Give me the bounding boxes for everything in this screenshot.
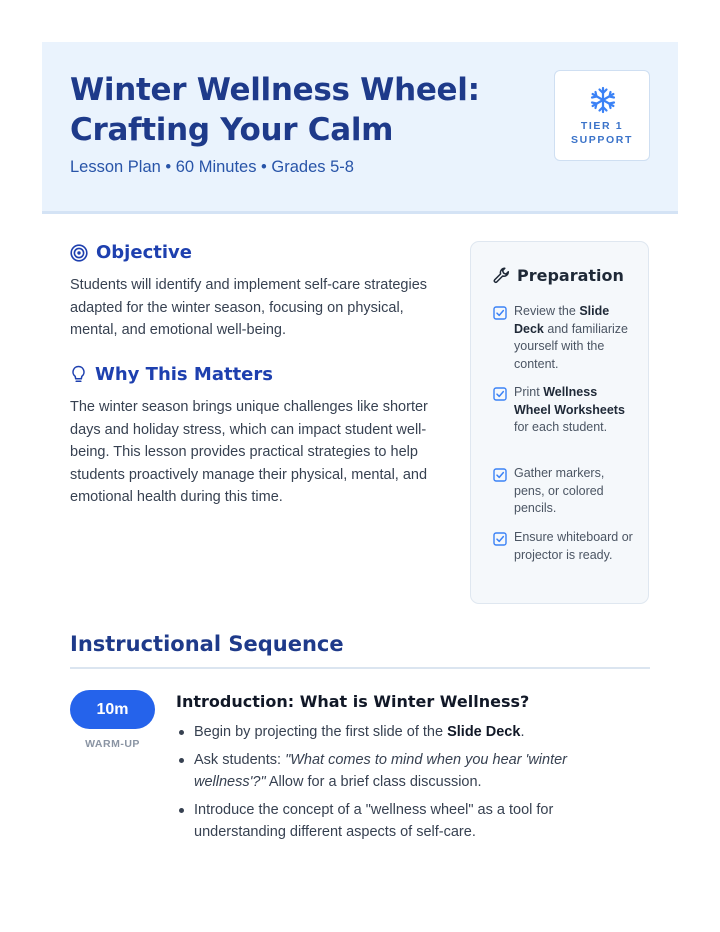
wrench-icon [493,267,510,284]
prep-item [493,529,633,564]
prep-item [493,465,633,518]
bullet-italic: "What comes to mind when you hear 'winter wellness'?" [194,752,568,790]
checkbox-icon [493,468,507,482]
snowflake-icon [589,86,617,114]
bullet-text: Ask students: [194,752,286,768]
prep-item-text: Gather markers, pens, or colored pencils. [514,466,605,516]
bullet-text-end: . [520,724,525,740]
prep-item-bold: Wellness Wheel Worksheets [514,385,625,417]
bullet-text: Begin by projecting the first slide of the [194,724,448,740]
preparation-heading [493,266,624,285]
list-item [176,749,596,793]
why-text: The winter season brings unique challenges like shorter days and holiday stress, which can impact student well-being. This lesson provides practical strategies to help students proactively manage their physical, mental, and emotional health during this time. [70,399,428,506]
list-item [176,721,596,743]
title-line-1: Winter Wellness Wheel: [70,72,480,108]
title-line-2: Crafting Your Calm [70,112,394,148]
tier-badge [554,70,650,161]
prep-item-text-end: and familiarize yourself with the content. [514,321,628,372]
bullet-bold: Slide Deck [447,724,521,740]
lightbulb-icon [70,365,87,384]
checkbox-icon [493,306,507,320]
tier-label-line-1: TIER 1 [580,120,624,132]
why-heading-text: Why This Matters [95,364,273,385]
step-bullets [176,721,596,849]
prep-item-text: Review the [514,304,580,318]
objective-heading [70,242,192,263]
checkbox-icon [493,387,507,401]
divider [70,667,650,669]
prep-item [493,384,633,437]
step-title: Introduction: What is Winter Wellness? [176,692,530,711]
prep-item [493,303,633,374]
prep-item-text: Ensure whiteboard or projector is ready. [514,530,633,562]
prep-item-text-end: for each student. [514,420,608,435]
tier-label-line-2: SUPPORT [571,134,633,146]
lesson-header [42,42,678,214]
preparation-heading-text: Preparation [517,266,624,285]
time-badge: 10m [70,690,155,729]
target-icon [70,244,88,262]
bullet-text-end: Allow for a brief class discussion. [265,774,482,790]
why-heading [70,364,273,385]
objective-heading-text: Objective [96,242,192,263]
tier-label [555,119,649,147]
bullet-text: Introduce the concept of a "wellness wheel" as a tool for understanding different aspects of self-care. [194,802,554,840]
page-title [70,70,530,150]
lesson-subtitle: Lesson Plan • 60 Minutes • Grades 5-8 [70,158,354,176]
prep-item-text: Print [514,385,544,399]
preparation-panel [470,241,649,604]
list-item [176,799,596,843]
checkbox-icon [493,532,507,546]
objective-text: Students will identify and implement self-care strategies adapted for the winter season, focusing on physical, mental, and emotional well-being. [70,277,428,339]
prep-item-bold: Slide Deck [514,304,610,336]
sequence-heading: Instructional Sequence [70,632,344,656]
phase-label: WARM-UP [85,738,140,750]
